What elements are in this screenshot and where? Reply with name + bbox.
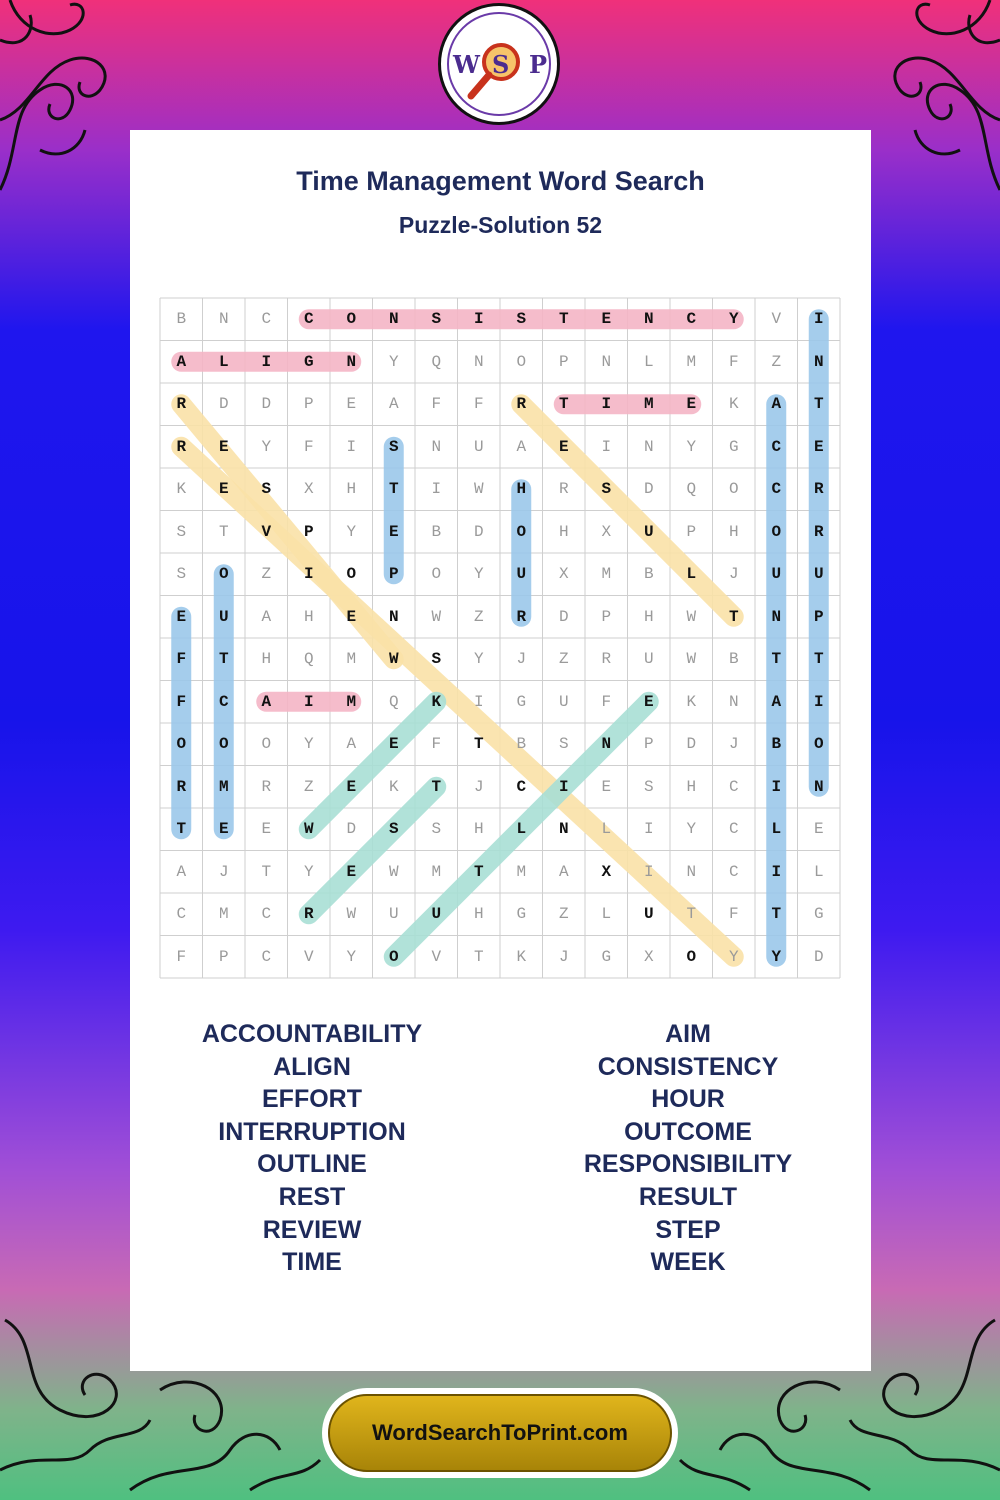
grid-cell[interactable]: N xyxy=(388,607,399,626)
grid-cell[interactable]: K xyxy=(176,480,187,498)
word-list-item: ALIGN xyxy=(273,1052,351,1081)
grid-cell[interactable]: X xyxy=(643,947,654,966)
word-list-item: REVIEW xyxy=(262,1215,362,1244)
grid-cell[interactable]: T xyxy=(176,820,187,838)
grid-cell[interactable]: Z xyxy=(261,565,272,583)
grid-cell[interactable]: J xyxy=(558,947,569,966)
grid-cell[interactable]: P xyxy=(558,352,569,371)
grid-cell[interactable]: B xyxy=(516,735,527,753)
grid-cell[interactable]: I xyxy=(303,692,314,711)
grid-cell[interactable]: S xyxy=(388,820,399,838)
word-list-item: OUTLINE xyxy=(257,1150,367,1179)
grid-cell[interactable]: E xyxy=(218,820,229,838)
grid-cell[interactable]: I xyxy=(261,352,272,371)
grid-cell[interactable]: F xyxy=(431,735,442,753)
grid-cell[interactable]: O xyxy=(261,735,272,753)
grid-cell[interactable]: E xyxy=(346,862,357,881)
grid-cell[interactable]: Z xyxy=(558,905,569,923)
grid-cell[interactable]: M xyxy=(431,862,442,881)
grid-cell[interactable]: H xyxy=(686,777,697,796)
grid-cell[interactable]: O xyxy=(686,947,697,966)
grid-cell[interactable]: T xyxy=(771,905,782,923)
footer-badge xyxy=(322,1388,678,1478)
grid-cell[interactable]: N xyxy=(686,862,697,881)
logo-letter-w: W xyxy=(453,50,480,79)
grid-cell[interactable]: N xyxy=(473,352,484,371)
grid-cell[interactable]: L xyxy=(771,820,782,838)
grid-cell[interactable]: T xyxy=(813,395,824,413)
grid-cell[interactable]: D xyxy=(346,820,357,838)
grid-cell[interactable]: Y xyxy=(771,947,782,966)
grid-cell[interactable]: Y xyxy=(303,735,314,753)
grid-cell[interactable]: L xyxy=(516,820,527,838)
grid-cell[interactable]: D xyxy=(261,395,272,413)
grid-cell[interactable]: D xyxy=(218,395,229,413)
grid-cell[interactable]: T xyxy=(813,650,824,668)
word-list-item: CONSISTENCY xyxy=(597,1052,779,1081)
grid-cell[interactable]: E xyxy=(218,437,229,456)
grid-cell[interactable]: I xyxy=(431,480,442,498)
grid-cell[interactable]: X xyxy=(601,522,612,541)
grid-cell[interactable]: M xyxy=(643,395,654,413)
grid-cell[interactable]: O xyxy=(516,522,527,541)
grid-cell[interactable]: M xyxy=(686,352,697,371)
grid-cell[interactable]: A xyxy=(516,437,527,456)
grid-cell[interactable]: S xyxy=(431,310,442,328)
grid-cell[interactable]: W xyxy=(303,820,314,838)
grid-cell[interactable]: F xyxy=(176,947,187,966)
grid-cell[interactable]: C xyxy=(261,310,272,328)
grid-cell[interactable]: U xyxy=(771,565,782,583)
grid-cell[interactable]: X xyxy=(601,862,612,881)
grid-cell[interactable]: A xyxy=(176,862,187,881)
grid-cell[interactable]: F xyxy=(431,395,442,413)
grid-cell[interactable]: T xyxy=(388,480,399,498)
grid-cell[interactable]: N xyxy=(431,437,442,456)
grid-cell[interactable]: H xyxy=(516,480,527,498)
puzzle-subtitle: Puzzle-Solution 52 xyxy=(398,212,603,238)
grid-cell[interactable]: I xyxy=(558,777,569,796)
grid-cell[interactable]: Z xyxy=(473,607,484,626)
grid-cell[interactable]: T xyxy=(558,395,569,413)
grid-cell[interactable]: N xyxy=(643,437,654,456)
grid-cell[interactable]: Y xyxy=(473,565,484,583)
grid-cell[interactable]: F xyxy=(176,650,187,668)
grid-cell[interactable]: C xyxy=(516,777,527,796)
grid-cell[interactable]: S xyxy=(388,437,399,456)
grid-cell[interactable]: N xyxy=(601,735,612,753)
grid-cell[interactable]: E xyxy=(346,777,357,796)
grid-cell[interactable]: P xyxy=(601,607,612,626)
grid-cell[interactable]: R xyxy=(516,395,527,413)
grid-cell[interactable]: M xyxy=(516,862,527,881)
grid-cell[interactable]: A xyxy=(771,692,782,711)
grid-cell[interactable]: S xyxy=(176,522,187,541)
grid-cell[interactable]: N xyxy=(813,777,824,796)
grid-cell[interactable]: P xyxy=(303,395,314,413)
grid-cell[interactable]: Q xyxy=(431,352,442,371)
grid-cell[interactable]: Z xyxy=(771,352,782,371)
word-list-item: RESPONSIBILITY xyxy=(583,1150,793,1179)
grid-cell[interactable]: N xyxy=(346,352,357,371)
grid-cell[interactable]: G xyxy=(728,437,739,456)
grid-cell[interactable]: H xyxy=(261,650,272,668)
grid-cell[interactable]: S xyxy=(516,310,527,328)
word-list-item: EFFORT xyxy=(262,1085,362,1114)
puzzle-title: Time Management Word Search xyxy=(296,166,705,196)
grid-cell[interactable]: C xyxy=(261,947,272,966)
word-list-item: OUTCOME xyxy=(624,1117,752,1146)
grid-cell[interactable]: J xyxy=(728,735,739,753)
grid-cell[interactable]: Q xyxy=(303,650,314,668)
grid-cell[interactable]: N xyxy=(728,692,739,711)
grid-cell[interactable]: T xyxy=(218,650,229,668)
grid-cell[interactable]: G xyxy=(516,905,527,923)
grid-cell[interactable]: U xyxy=(431,905,442,923)
grid-cell[interactable]: R xyxy=(176,777,187,796)
grid-cell[interactable]: D xyxy=(473,522,484,541)
grid-cell[interactable]: S xyxy=(261,480,272,498)
grid-cell[interactable]: Y xyxy=(303,862,314,881)
grid-cell[interactable]: Y xyxy=(388,352,399,371)
grid-cell[interactable]: W xyxy=(473,480,484,498)
puzzle-card xyxy=(130,130,871,1371)
grid-cell[interactable]: T xyxy=(686,905,697,923)
grid-cell[interactable]: R xyxy=(261,777,272,796)
grid-cell[interactable]: J xyxy=(473,777,484,796)
grid-cell[interactable]: E xyxy=(261,820,272,838)
corner-ornament-top-left xyxy=(0,0,130,200)
grid-cell[interactable]: H xyxy=(558,522,569,541)
grid-cell[interactable]: S xyxy=(431,650,442,668)
grid-cell[interactable]: B xyxy=(643,565,654,583)
word-list-item: INTERRUPTION xyxy=(218,1117,406,1146)
grid-cell[interactable]: I xyxy=(813,692,824,711)
grid-cell[interactable]: U xyxy=(558,692,569,711)
grid-cell[interactable]: W xyxy=(388,650,399,668)
grid-cell[interactable]: C xyxy=(176,905,187,923)
grid-cell[interactable]: R xyxy=(601,650,612,668)
grid-cell[interactable]: C xyxy=(728,777,739,796)
wsp-logo[interactable] xyxy=(438,3,560,125)
logo-letter-s: S xyxy=(492,50,510,79)
grid-cell[interactable]: E xyxy=(176,607,187,626)
grid-cell[interactable]: N xyxy=(218,310,229,328)
grid-cell[interactable]: L xyxy=(601,820,612,838)
grid-cell[interactable]: P xyxy=(388,565,399,583)
grid-cell[interactable]: F xyxy=(473,395,484,413)
grid-cell[interactable]: H xyxy=(473,905,484,923)
grid-cell[interactable]: C xyxy=(261,905,272,923)
grid-cell[interactable]: N xyxy=(771,607,782,626)
grid-cell[interactable]: C xyxy=(218,692,229,711)
grid-cell[interactable]: U xyxy=(473,437,484,456)
grid-cell[interactable]: R xyxy=(813,480,824,498)
grid-cell[interactable]: J xyxy=(728,565,739,583)
grid-cell[interactable]: T xyxy=(473,862,484,881)
grid-cell[interactable]: E xyxy=(601,310,612,328)
grid-cell[interactable]: U xyxy=(813,565,824,583)
grid-cell[interactable]: T xyxy=(771,650,782,668)
grid-cell[interactable]: E xyxy=(388,522,399,541)
grid-cell[interactable]: I xyxy=(771,862,782,881)
grid-cell[interactable]: J xyxy=(218,862,229,881)
grid-cell[interactable]: I xyxy=(473,692,484,711)
grid-cell[interactable]: O xyxy=(218,565,229,583)
grid-cell[interactable]: W xyxy=(431,607,442,626)
grid-cell[interactable]: Y xyxy=(728,310,739,328)
grid-cell[interactable]: R xyxy=(813,522,824,541)
grid-cell[interactable]: U xyxy=(218,607,229,626)
grid-cell[interactable]: T xyxy=(431,777,442,796)
grid-cell[interactable]: R xyxy=(516,607,527,626)
grid-cell[interactable]: O xyxy=(388,947,399,966)
grid-cell[interactable]: P xyxy=(813,607,824,626)
grid-cell[interactable]: G xyxy=(601,947,612,966)
grid-cell[interactable]: N xyxy=(643,310,654,328)
grid-cell[interactable]: D xyxy=(643,480,654,498)
grid-cell[interactable]: O xyxy=(346,310,357,328)
grid-cell[interactable]: C xyxy=(686,310,697,328)
grid-cell[interactable]: N xyxy=(813,352,824,371)
grid-cell[interactable]: O xyxy=(728,480,739,498)
grid-cell[interactable]: T xyxy=(261,862,272,881)
grid-cell[interactable]: U xyxy=(388,905,399,923)
grid-cell[interactable]: G xyxy=(516,692,527,711)
grid-cell[interactable]: V xyxy=(261,522,272,541)
grid-cell[interactable]: G xyxy=(813,905,824,923)
grid-cell[interactable]: N xyxy=(388,310,399,328)
word-list-item: REST xyxy=(278,1182,346,1211)
grid-cell[interactable]: A xyxy=(261,607,272,626)
grid-cell[interactable]: H xyxy=(473,820,484,838)
grid-cell[interactable]: I xyxy=(601,437,612,456)
grid-cell[interactable]: W xyxy=(686,650,697,668)
grid-cell[interactable]: D xyxy=(813,947,824,966)
word-list-right xyxy=(538,1018,838,1279)
grid-cell[interactable]: E xyxy=(686,395,697,413)
word-list-item: STEP xyxy=(655,1215,721,1244)
logo-letter-p: P xyxy=(529,50,548,79)
grid-cell[interactable]: Q xyxy=(686,480,697,498)
grid-cell[interactable]: O xyxy=(218,735,229,753)
grid-cell[interactable]: B xyxy=(176,310,187,328)
grid-cell[interactable]: E xyxy=(346,395,357,413)
grid-cell[interactable]: Y xyxy=(346,522,357,541)
grid-cell[interactable]: J xyxy=(516,650,527,668)
grid-cell[interactable]: Y xyxy=(261,437,272,456)
grid-cell[interactable]: P xyxy=(218,947,229,966)
grid-cell[interactable]: W xyxy=(388,862,399,881)
grid-cell[interactable]: U xyxy=(643,905,654,923)
grid-cell[interactable]: H xyxy=(346,480,357,498)
grid-cell[interactable]: R xyxy=(558,480,569,498)
grid-cell[interactable]: X xyxy=(558,565,569,583)
grid-cell[interactable]: Y xyxy=(686,820,697,838)
grid-cell[interactable]: I xyxy=(473,310,484,328)
grid-cell[interactable]: K xyxy=(431,692,442,711)
grid-cell[interactable]: O xyxy=(431,565,442,583)
grid-cell[interactable]: Q xyxy=(388,692,399,711)
grid-cell[interactable]: P xyxy=(686,522,697,541)
grid-cell[interactable]: L xyxy=(601,905,612,923)
grid-cell[interactable]: I xyxy=(303,565,314,583)
grid-cell[interactable]: E xyxy=(601,777,612,796)
grid-cell[interactable]: A xyxy=(388,395,399,413)
grid-cell[interactable]: C xyxy=(303,310,314,328)
grid-cell[interactable]: E xyxy=(558,437,569,456)
grid-cell[interactable]: K xyxy=(516,947,527,966)
grid-cell[interactable]: E xyxy=(218,480,229,498)
grid-cell[interactable]: H xyxy=(303,607,314,626)
grid-cell[interactable]: U xyxy=(643,650,654,668)
site-link[interactable]: WordSearchToPrint.com xyxy=(328,1394,672,1472)
grid-cell[interactable]: U xyxy=(516,565,527,583)
grid-cell[interactable]: U xyxy=(643,522,654,541)
grid-cell[interactable]: A xyxy=(176,352,187,371)
grid-cell[interactable]: X xyxy=(303,480,314,498)
grid-cell[interactable]: C xyxy=(728,862,739,881)
grid-cell[interactable]: R xyxy=(176,395,187,413)
grid-cell[interactable]: N xyxy=(558,820,569,838)
grid-cell[interactable]: B xyxy=(728,650,739,668)
grid-cell[interactable]: S xyxy=(643,777,654,796)
grid-cell[interactable]: Z xyxy=(303,777,314,796)
corner-ornament-top-right xyxy=(870,0,1000,200)
grid-cell[interactable]: F xyxy=(176,692,187,711)
grid-cell[interactable]: E xyxy=(643,692,654,711)
grid-cell[interactable]: E xyxy=(813,437,824,456)
grid-cell[interactable]: A xyxy=(771,395,782,413)
grid-cell[interactable]: F xyxy=(728,905,739,923)
grid-cell[interactable]: Y xyxy=(346,947,357,966)
grid-cell[interactable]: M xyxy=(346,650,357,668)
grid-cell[interactable]: O xyxy=(176,735,187,753)
grid-cell[interactable]: O xyxy=(516,352,527,371)
grid-cell[interactable]: S xyxy=(176,565,187,583)
grid-cell[interactable]: O xyxy=(813,735,824,753)
word-list-left xyxy=(162,1018,462,1279)
grid-cell[interactable]: I xyxy=(601,395,612,413)
grid-cell[interactable]: F xyxy=(303,437,314,456)
grid-cell[interactable]: A xyxy=(346,735,357,753)
grid-cell[interactable]: D xyxy=(686,735,697,753)
grid-cell[interactable]: A xyxy=(261,692,272,711)
grid-cell[interactable]: B xyxy=(431,522,442,541)
grid-cell[interactable]: H xyxy=(643,607,654,626)
grid-cell[interactable]: I xyxy=(771,777,782,796)
grid-cell[interactable]: S xyxy=(558,735,569,753)
grid-cell[interactable]: Z xyxy=(558,650,569,668)
grid-cell[interactable]: C xyxy=(771,480,782,498)
grid-cell[interactable]: M xyxy=(346,692,357,711)
word-list-item: HOUR xyxy=(651,1085,725,1114)
grid-cell[interactable]: I xyxy=(643,862,654,881)
word-list-item: WEEK xyxy=(650,1248,726,1277)
grid-cell[interactable]: V xyxy=(431,947,442,966)
grid-cell[interactable]: M xyxy=(218,905,229,923)
grid-cell[interactable]: F xyxy=(601,692,612,711)
grid-cell[interactable]: I xyxy=(813,310,824,328)
grid-cell[interactable]: D xyxy=(558,607,569,626)
grid-cell[interactable]: P xyxy=(643,735,654,753)
grid-cell[interactable]: C xyxy=(728,820,739,838)
grid-cell[interactable]: K xyxy=(388,777,399,796)
grid-cell[interactable]: T xyxy=(728,607,739,626)
grid-cell[interactable]: V xyxy=(303,947,314,966)
grid-cell[interactable]: I xyxy=(346,437,357,456)
grid-cell[interactable]: M xyxy=(218,777,229,796)
grid-cell[interactable]: R xyxy=(303,905,314,923)
grid-cell[interactable]: I xyxy=(643,820,654,838)
grid-cell[interactable]: N xyxy=(601,352,612,371)
grid-cell[interactable]: L xyxy=(643,352,654,371)
grid-cell[interactable]: E xyxy=(813,820,824,838)
grid-cell[interactable]: T xyxy=(558,310,569,328)
grid-cell[interactable]: M xyxy=(601,565,612,583)
grid-cell[interactable]: S xyxy=(601,480,612,498)
grid-cell[interactable]: C xyxy=(771,437,782,456)
grid-cell[interactable]: Y xyxy=(686,437,697,456)
grid-cell[interactable]: L xyxy=(813,862,824,881)
grid-cell[interactable]: T xyxy=(473,947,484,966)
grid-cell[interactable]: O xyxy=(771,522,782,541)
grid-cell[interactable]: T xyxy=(473,735,484,753)
grid-cell[interactable]: R xyxy=(176,437,187,456)
grid-cell[interactable]: F xyxy=(728,352,739,371)
grid-cell[interactable]: A xyxy=(558,862,569,881)
grid-cell[interactable]: K xyxy=(686,692,697,711)
word-list-item: TIME xyxy=(282,1248,342,1277)
word-list-item: ACCOUNTABILITY xyxy=(201,1020,423,1048)
grid-cell[interactable]: V xyxy=(771,310,782,328)
grid-cell[interactable]: S xyxy=(431,820,442,838)
grid-cell[interactable]: W xyxy=(686,607,697,626)
grid-cell[interactable]: W xyxy=(346,905,357,923)
grid-cell[interactable]: B xyxy=(771,735,782,753)
grid-cell[interactable]: H xyxy=(728,522,739,541)
grid-cell[interactable]: Y xyxy=(728,947,739,966)
word-list-item: RESULT xyxy=(638,1182,738,1211)
grid-cell[interactable]: P xyxy=(303,522,314,541)
grid-cell[interactable]: K xyxy=(728,395,739,413)
grid-cell[interactable]: L xyxy=(218,352,229,371)
word-list-item: AIM xyxy=(665,1020,711,1048)
grid-cell[interactable]: E xyxy=(346,607,357,626)
grid-cell[interactable]: L xyxy=(686,565,697,583)
grid-cell[interactable]: Y xyxy=(473,650,484,668)
grid-cell[interactable]: G xyxy=(303,352,314,371)
grid-cell[interactable]: E xyxy=(388,735,399,753)
grid-cell[interactable]: O xyxy=(346,565,357,583)
grid-cell[interactable]: T xyxy=(218,522,229,541)
